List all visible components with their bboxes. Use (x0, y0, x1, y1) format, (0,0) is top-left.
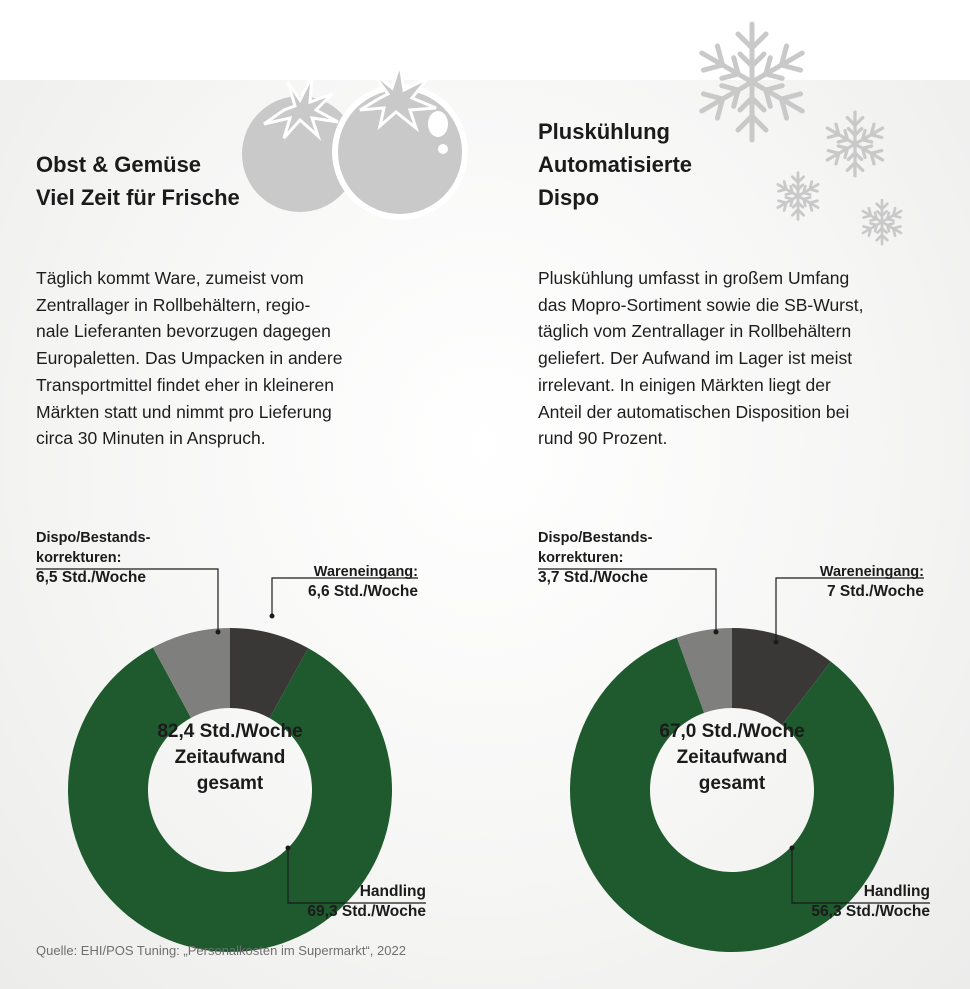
body-line: irrelevant. In einigen Märkten liegt der (538, 374, 831, 395)
body-line: das Mopro-Sortiment sowie die SB-Wurst, (538, 294, 864, 315)
dispo-label-line: Dispo/Bestands- (538, 530, 653, 546)
dispo-label-line: korrekturen: (36, 550, 122, 566)
wareneingang-leader-dot (270, 614, 275, 619)
body-line: circa 30 Minuten in Anspruch. (36, 428, 266, 449)
body-line: geliefert. Der Aufwand im Lager ist meist (538, 348, 853, 369)
right-heading-line: Pluskühlung (538, 119, 670, 144)
body-line: Europaletten. Das Umpacken in andere (36, 348, 343, 369)
wareneingang-label (764, 562, 924, 602)
dispo-label (36, 528, 150, 588)
center-caption: gesamt (196, 773, 264, 794)
body-line: Anteil der automatischen Disposition bei (538, 401, 850, 422)
body-line: Transportmittel findet eher in kleineren (36, 374, 334, 395)
body-line: täglich vom Zentrallager in Rollbehältern (538, 321, 852, 342)
right-heading-line: Dispo (538, 185, 600, 210)
handling-label (262, 882, 426, 922)
body-line: Pluskühlung umfasst in großem Umfang (538, 268, 850, 288)
wareneingang-value-label: 6,6 Std./Woche (308, 583, 418, 600)
donut-center-text (632, 719, 832, 797)
handling-label-line: Handling (863, 883, 930, 900)
wareneingang-value-label: 7 Std./Woche (826, 583, 924, 600)
center-caption: Zeitaufwand (676, 747, 788, 768)
handling-value-label: 56,3 Std./Woche (811, 903, 930, 920)
left-heading-line: Obst & Gemüse (36, 152, 202, 177)
wareneingang-leader-dot (774, 640, 779, 645)
donut-center-text (130, 719, 330, 797)
dispo-leader-dot (714, 630, 719, 635)
center-total: 67,0 Std./Woche (659, 721, 805, 742)
body-line: Zentrallager in Rollbehältern, regio- (36, 294, 311, 315)
dispo-leader-dot (216, 630, 221, 635)
handling-leader-dot (286, 846, 291, 851)
dispo-value-label: 6,5 Std./Woche (36, 569, 146, 586)
wareneingang-label-line: Wareneingang: (313, 564, 418, 580)
dispo-label (538, 528, 652, 588)
wareneingang-label-line: Wareneingang: (819, 564, 924, 580)
center-total: 82,4 Std./Woche (157, 721, 303, 742)
body-line: rund 90 Prozent. (538, 428, 668, 449)
body-line: nale Lieferanten bevorzugen dagegen (36, 321, 331, 342)
source-note: Quelle: EHI/POS Tuning: „Personalkosten im Supermarkt“, 2022 (36, 943, 406, 958)
dispo-label-line: korrekturen: (538, 550, 624, 566)
handling-label (764, 882, 930, 922)
body-line: Märkten statt und nimmt pro Lieferung (36, 401, 332, 422)
body-line: Täglich kommt Ware, zumeist vom (36, 268, 304, 288)
left-heading-line: Viel Zeit für Frische (36, 185, 240, 210)
right-heading-line: Automatisierte (538, 152, 693, 177)
handling-value-label: 69,3 Std./Woche (307, 903, 426, 920)
wareneingang-label (262, 562, 418, 602)
center-caption: gesamt (698, 773, 766, 794)
center-caption: Zeitaufwand (174, 747, 286, 768)
handling-leader-dot (790, 846, 795, 851)
handling-label-line: Handling (359, 883, 426, 900)
dispo-label-line: Dispo/Bestands- (36, 530, 151, 546)
dispo-value-label: 3,7 Std./Woche (538, 569, 648, 586)
